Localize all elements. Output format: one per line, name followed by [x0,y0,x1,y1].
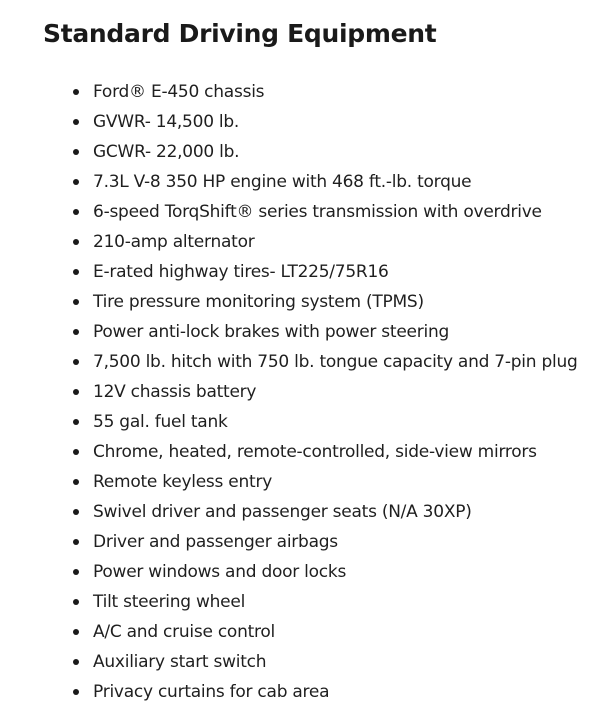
bullet-icon [73,599,79,605]
list-item [0,677,578,707]
list-item [0,527,578,557]
list-item-text: 6-speed TorqShift® series transmission with overdrive [93,202,542,222]
bullet-icon [73,659,79,665]
list-item-text: Power windows and door locks [93,562,347,582]
list-item-text: Ford® E-450 chassis [93,82,265,102]
list-item [0,437,578,467]
list-item-text: Tire pressure monitoring system (TPMS) [93,292,424,312]
bullet-icon [73,329,79,335]
list-item [0,77,578,107]
list-item [0,227,578,257]
list-item-text: GCWR- 22,000 lb. [93,142,240,162]
equipment-list [0,77,578,707]
list-item [0,107,578,137]
bullet-icon [73,689,79,695]
list-item-text: Tilt steering wheel [93,592,246,612]
list-item-text: Swivel driver and passenger seats (N/A 30XP) [93,502,472,522]
list-item-text: E-rated highway tires- LT225/75R16 [93,262,389,282]
list-item [0,347,578,377]
bullet-icon [73,389,79,395]
bullet-icon [73,359,79,365]
list-item-text: Chrome, heated, remote-controlled, side-view mirrors [93,442,537,462]
list-item-text: Privacy curtains for cab area [93,682,330,702]
list-item-text: Power anti-lock brakes with power steering [93,322,450,342]
list-item [0,467,578,497]
bullet-icon [73,449,79,455]
bullet-icon [73,299,79,305]
bullet-icon [73,209,79,215]
list-item [0,317,578,347]
bullet-icon [73,119,79,125]
list-item [0,497,578,527]
list-item-text: 7,500 lb. hitch with 750 lb. tongue capacity and 7-pin plug [93,352,578,372]
list-item-text: Auxiliary start switch [93,652,267,672]
bullet-icon [73,239,79,245]
list-item-text: 7.3L V-8 350 HP engine with 468 ft.-lb. torque [93,172,472,192]
list-item [0,137,578,167]
list-item [0,407,578,437]
section-heading: Standard Driving Equipment [43,19,437,48]
list-item-text: 12V chassis battery [93,382,257,402]
bullet-icon [73,89,79,95]
list-item [0,377,578,407]
bullet-icon [73,629,79,635]
bullet-icon [73,539,79,545]
bullet-icon [73,179,79,185]
list-item [0,647,578,677]
list-item [0,257,578,287]
bullet-icon [73,419,79,425]
list-item-text: Remote keyless entry [93,472,273,492]
bullet-icon [73,509,79,515]
list-item [0,557,578,587]
bullet-icon [73,569,79,575]
bullet-icon [73,269,79,275]
list-item-text: GVWR- 14,500 lb. [93,112,240,132]
list-item-text: A/C and cruise control [93,622,275,642]
list-item [0,617,578,647]
list-item [0,197,578,227]
list-item-text: Driver and passenger airbags [93,532,338,552]
list-item [0,167,578,197]
list-item [0,587,578,617]
list-item-text: 55 gal. fuel tank [93,412,228,432]
bullet-icon [73,149,79,155]
bullet-icon [73,479,79,485]
list-item-text: 210-amp alternator [93,232,255,252]
list-item [0,287,578,317]
